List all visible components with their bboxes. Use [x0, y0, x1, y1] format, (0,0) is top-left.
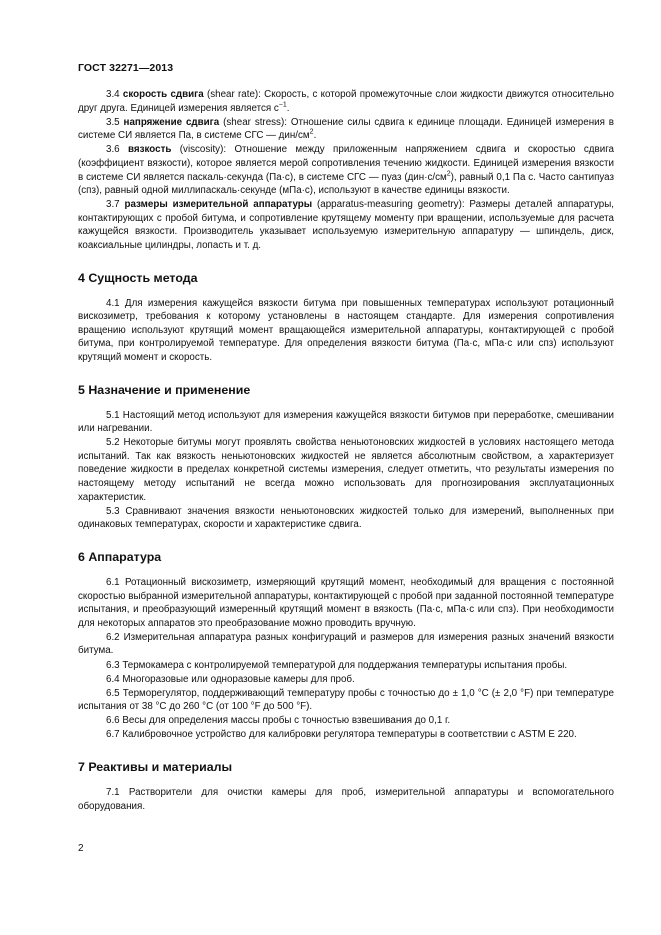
page-number: 2	[78, 843, 84, 854]
section-7-heading: 7 Реактивы и материалы	[78, 760, 233, 775]
term: вязкость	[128, 144, 172, 156]
clause-number: 3.7	[106, 199, 125, 211]
term: размеры измерительной аппаратуры	[124, 199, 313, 211]
section-4-heading: 4 Сущность метода	[78, 270, 198, 285]
clause-3-7	[78, 198, 614, 252]
clause-6-4: 6.4 Многоразовые или одноразовые камеры для проб.	[106, 673, 355, 685]
clause-7-1: 7.1 Растворители для очистки камеры для проб, измерительной аппаратуры и вспомогательного оборудования.	[78, 787, 614, 812]
term: напряжение сдвига	[123, 116, 220, 128]
clause-6-3: 6.3 Термокамера с контролируемой температурой для поддержания температуры испытания пробы.	[106, 659, 568, 671]
clause-3-5	[78, 116, 614, 143]
document-body	[78, 88, 614, 814]
superscript: 2	[309, 129, 314, 137]
clause-4-1: 4.1 Для измерения кажущейся вязкости битума при повышенных температурах используют ротационный вискозиметр, требования к которому установлены в настоящем стандарте. Для измерения сопротивления вращению используют крутящий момент вращающейся измерительной аппаратуры, контактирующей с пробой битума, при контролируемой температуре. Для определения вязкости битума (Па·с, мПа·с или спз) используют крутящий момент и скорость.	[78, 297, 614, 363]
clause-6-5: 6.5 Терморегулятор, поддерживающий температуру пробы с точностью до ± 1,0 °С (± 2,0 °F) при температуре испытания от 38 °С до 260 °С (от 100 °F до 500 °F).	[78, 687, 614, 713]
clause-5-1: 5.1 Настоящий метод используют для измерения кажущейся вязкости битумов при переработке, смешивании или нагревании.	[78, 409, 614, 435]
definition-cont: ), равный 0,1 Па с. Часто сантипуаз (спз), равный одной миллипаскаль·секунде (мПа·с), используют в качестве единицы вязкости.	[78, 171, 614, 197]
clause-6-6: 6.6 Весы для определения массы пробы с точностью взвешивания до 0,1 г.	[106, 715, 451, 727]
clause-6-2: 6.2 Измерительная аппаратура разных конфигураций и размеров для измерения разных значений вязкости битума.	[78, 631, 614, 657]
definition: (apparatus-measuring geometry): Размеры деталей аппаратуры, контактирующих с пробой битума, и сопротивление крутящему моменту при вращении, используемые для расчета кажущейся вязкости. Производитель указывает используемую измерительную аппаратуру — шпиндель, диск, коаксиальные цилиндры, лопасть и т. д.	[78, 199, 614, 252]
superscript: 2	[446, 170, 451, 178]
section-5-heading: 5 Назначение и применение	[78, 382, 251, 397]
document-header: ГОСТ 32271—2013	[78, 62, 174, 74]
clause-5-3: 5.3 Сравнивают значения вязкости неньютоновских жидкостей только для измерений, выполненных при одинаковых температурах, скорости и характеристике сдвига.	[78, 505, 614, 531]
clause-number: 3.5	[106, 116, 124, 128]
term: скорость сдвига	[122, 89, 204, 100]
punct: .	[286, 102, 290, 114]
clause-6-1: 6.1 Ротационный вискозиметр, измеряющий крутящий момент, необходимый для вращения с постоянной скоростью выбранной измерительной аппаратуры, контактирующей с пробой при заданной постоянной температуре испытания, и преобразующий измеренный крутящий момент в вязкость (Па·с, мПа·с или спз). При необходимости для некоторых аппаратов это преобразование можно проводить вручную.	[78, 576, 614, 629]
clause-6-7: 6.7 Калибровочное устройство для калибровки регулятора температуры в соответствии с ASTM E 220.	[106, 729, 577, 741]
punct: .	[313, 130, 317, 142]
clause-number: 3.6	[106, 144, 129, 156]
definition: (shear rate): Скорость, с которой промежуточные слои жидкости движутся относительно друг друга. Единицей измерения является с	[78, 89, 614, 114]
clause-5-2: 5.2 Некоторые битумы могут проявлять свойства неньютоновских жидкостей в условиях настоящего метода испытаний. Так как вязкость неньютоновских жидкостей не является абсолютным свойством, а характеризует поведение жидкости в пределах конкретной системы измерения, следует отметить, что результаты измерения по настоящему методу испытаний не всегда можно использовать для прогнозирования эксплуатационных характеристик.	[78, 437, 614, 503]
superscript: −1	[278, 101, 287, 109]
clause-3-6	[78, 143, 614, 197]
definition: (shear stress): Отношение силы сдвига к единице площади. Единицей измерения в системе СИ является Па, в системе СГС — дин/см	[78, 116, 614, 142]
clause-number: 3.4	[106, 89, 123, 100]
definition: (viscosity): Отношение между приложенным напряжением сдвига и скоростью сдвига (коэффициент вязкости), которое является мерой сопротивления течению жидкости. Единицей измерения вязкости в системе СИ является паскаль·секунда (Па·с), в системе СГС — пуаз (дин·с/см	[78, 144, 615, 183]
section-6-heading: 6 Аппаратура	[78, 549, 162, 564]
clause-3-4	[78, 88, 614, 115]
